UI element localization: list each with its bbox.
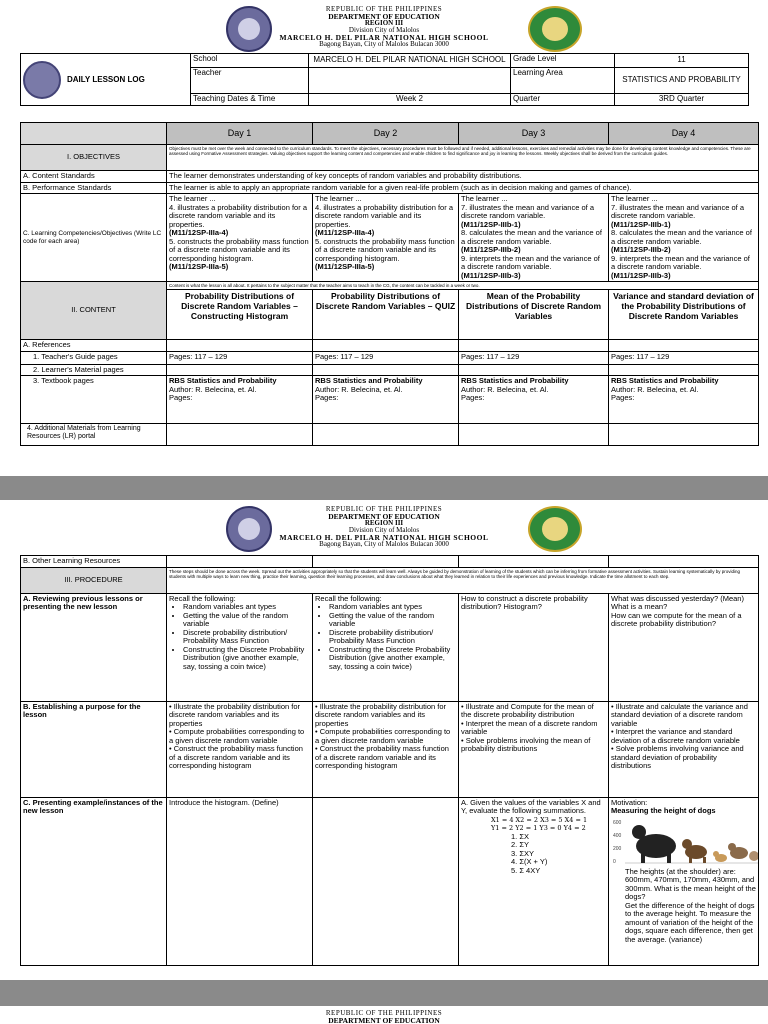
- letterhead-division: Division City of Malolos: [348, 26, 420, 34]
- tb-pages: Pages:: [315, 393, 339, 403]
- lc-day-4: [609, 194, 759, 282]
- tb-day-3: [459, 376, 609, 424]
- letterhead-department: DEPARTMENT OF EDUCATION: [328, 1016, 440, 1024]
- day-4-header: Day 4: [609, 123, 759, 145]
- content-standards: The learner demonstrates understanding of key concepts of random variables and probability distributions.: [167, 171, 759, 183]
- letterhead-republic: REPUBLIC OF THE PHILIPPINES: [325, 5, 443, 13]
- tb-pages: Pages:: [169, 393, 193, 403]
- tb-author: Author: R. Belecina, et. Al.: [315, 384, 403, 394]
- tb-day-1: [167, 376, 313, 424]
- list-item: • Getting the value of the random variable: [183, 612, 310, 629]
- list-item: Get the difference of the height of dogs to the average height. To measure the amount of variation of the height of the dogs, square each difference, then get the average. (variance): [625, 900, 755, 944]
- motivation-title: Measuring the height of dogs: [611, 806, 716, 815]
- objectives-note: Objectives must be met over the week and connected to the curriculum standards. To meet the objectives, necessary procedures must be followed and if needed, additional lessons, exercises and remedial activities may be done for developing content knowledge and competencies. These are assessed using Formative Assessment strategies. Valuing objectives support the learning content and competencies and enable children to find significance and joy in learning the lessons. Weekly objectives shall be derived from the curriculum guides.: [167, 145, 759, 171]
- letterhead-republic: REPUBLIC OF THE PHILIPPINES: [325, 505, 443, 513]
- letterhead: [0, 506, 768, 556]
- references-label: A. References: [21, 340, 167, 352]
- letterhead-department: DEPARTMENT OF EDUCATION: [328, 12, 440, 21]
- tg-pages-day-3: Pages: 117 – 129: [459, 351, 609, 364]
- procedure-label: III. PROCEDURE: [21, 567, 167, 593]
- tb-pages: Pages:: [461, 393, 485, 403]
- day-3-header: Day 3: [459, 123, 609, 145]
- page-3: [0, 1006, 768, 1024]
- quarter-value: 3RD Quarter: [615, 94, 749, 106]
- letterhead-school: MARCELO H. DEL PILAR NATIONAL HIGH SCHOOL: [279, 533, 489, 542]
- dll-title-cell: [21, 54, 191, 106]
- purpose-day-4: [609, 701, 759, 797]
- motivation-heading: Motivation:: [611, 797, 648, 807]
- day-1-header: Day 1: [167, 123, 313, 145]
- lc-day-1: [167, 194, 313, 282]
- review-text: What is a mean?: [611, 602, 668, 611]
- list-item: • Getting the value of the random variable: [329, 612, 456, 629]
- purpose-text: • Construct the probability mass function of a discrete random variable and its corresponding histogram: [169, 744, 303, 770]
- dogs-height-image: [611, 818, 759, 868]
- purpose-text: • Solve problems involving the mean of probability distributions: [461, 735, 591, 753]
- letterhead-department: DEPARTMENT OF EDUCATION: [328, 512, 440, 521]
- summation-item: 5. Σ 4XY: [511, 865, 541, 875]
- lc-text: The learner ...: [611, 194, 658, 203]
- dates-value: Week 2: [309, 94, 511, 106]
- purpose-text: • Compute probabilities corresponding to a given discrete random variable: [315, 727, 451, 745]
- performance-standards: The learner is able to apply an appropriate random variable for a given real-life problem (such as in decision making and games of chance).: [167, 182, 759, 194]
- axis-label: 600: [613, 819, 622, 826]
- list-item: • Constructing the Discrete Probability Distribution (give another example, say, tossing a coin twice): [183, 646, 310, 672]
- quarter-label: Quarter: [511, 94, 615, 106]
- purpose-day-2: [313, 701, 459, 797]
- recall-heading: Recall the following:: [315, 593, 382, 603]
- lc-code: (M11/12SP-IIIb-1): [461, 219, 521, 229]
- lc-text: 5. constructs the probability mass function of a discrete random variable and its corresponding histogram.: [169, 236, 309, 263]
- review-text: How can we compute for the mean of a discrete probability distribution?: [611, 610, 742, 628]
- letterhead-region: REGION III: [364, 19, 404, 27]
- lc-code: (M11/12SP-IIIa-5): [315, 262, 375, 271]
- lesson-table-2: [20, 555, 759, 966]
- lc-code: (M11/12SP-IIIb-2): [461, 245, 521, 254]
- tb-author: Author: R. Belecina, et. Al.: [169, 384, 257, 394]
- tb-title: RBS Statistics and Probability: [461, 376, 569, 386]
- lc-text: 7. illustrates the mean and variance of a discrete random variable.: [611, 202, 744, 220]
- list-item: • Random variables ant types: [329, 603, 456, 612]
- area-label: Learning Area: [511, 68, 615, 94]
- lc-code: (M11/12SP-IIIb-2): [611, 245, 671, 254]
- lc-day-3: [459, 194, 609, 282]
- teacher-label: Teacher: [191, 68, 309, 94]
- summation-item: 2. ΣY: [511, 840, 529, 849]
- review-label: A. Reviewing previous lessons or presenting the new lesson: [21, 593, 167, 701]
- dll-title: DAILY LESSON LOG: [67, 74, 145, 84]
- dates-label: Teaching Dates & Time: [191, 94, 309, 106]
- purpose-text: • Illustrate the probability distribution for discrete random variables and its properties: [169, 701, 301, 728]
- list-item: • Discrete probability distribution/ Probability Mass Function: [183, 629, 310, 646]
- review-day-4: [609, 593, 759, 701]
- other-resources-label: B. Other Learning Resources: [21, 556, 167, 568]
- purpose-label: B. Establishing a purpose for the lesson: [21, 701, 167, 797]
- objectives-label: I. OBJECTIVES: [21, 145, 167, 171]
- tg-label: 1. Teacher's Guide pages: [21, 351, 167, 364]
- summation-item: 3. ΣXY: [511, 848, 534, 858]
- list-item: • Random variables ant types: [183, 603, 310, 612]
- lc-text: 4. illustrates a probability distribution for a discrete random variable and its properties.: [315, 202, 453, 229]
- letterhead-school: MARCELO H. DEL PILAR NATIONAL HIGH SCHOOL: [279, 33, 489, 42]
- lc-text: 9. interprets the mean and the variance of a discrete random variable.: [461, 253, 600, 271]
- letterhead: [0, 1010, 768, 1024]
- lc-code: (M11/12SP-IIIb-3): [611, 270, 671, 280]
- tb-pages: Pages:: [611, 393, 635, 403]
- review-day-1: [167, 593, 313, 701]
- tb-author: Author: R. Belecina, et. Al.: [461, 384, 549, 394]
- lc-text: 9. interprets the mean and the variance of a discrete random variable.: [611, 253, 750, 271]
- performance-standards-label: B. Performance Standards: [21, 182, 167, 194]
- teacher-value: [309, 68, 511, 94]
- purpose-day-3: [459, 701, 609, 797]
- page-2: [0, 500, 768, 980]
- letterhead-address: Bagong Bayan, City of Malolos Bulacan 3000: [319, 540, 449, 548]
- lc-code: (M11/12SP-IIIb-3): [461, 270, 521, 280]
- letterhead-region: REGION III: [364, 519, 404, 527]
- recall-heading: Recall the following:: [169, 593, 236, 603]
- presenting-day-3: [459, 797, 609, 965]
- purpose-text: • Illustrate the probability distribution for discrete random variables and its properties: [315, 701, 447, 728]
- presenting-day-2: [313, 797, 459, 965]
- lc-code: (M11/12SP-IIIa-5): [169, 262, 229, 271]
- presenting-day-1: Introduce the histogram. (Define): [167, 797, 313, 965]
- lc-text: The learner ...: [169, 194, 216, 203]
- content-title-day-1: Probability Distributions of Discrete Random Variables – Constructing Histogram: [167, 290, 313, 340]
- tb-title: RBS Statistics and Probability: [611, 376, 719, 386]
- purpose-day-1: [167, 701, 313, 797]
- tg-pages-day-1: Pages: 117 – 129: [167, 351, 313, 364]
- axis-label: 200: [613, 845, 622, 852]
- purpose-text: • Illustrate and calculate the variance and standard deviation of a discrete random variable: [611, 701, 748, 728]
- lm-label: 2. Learner's Material pages: [21, 364, 167, 376]
- axis-label: 0: [613, 858, 616, 865]
- lc-day-2: [313, 194, 459, 282]
- lc-code: (M11/12SP-IIIa-4): [315, 228, 375, 237]
- grade-label: Grade Level: [511, 54, 615, 68]
- list-item: • Constructing the Discrete Probability Distribution (give another example, say, tossing a coin twice): [329, 646, 456, 672]
- list-item: The heights (at the shoulder) are: 600mm, 470mm, 170mm, 430mm, and 300mm. What is the mean height of the dogs?: [625, 866, 756, 901]
- presenting-label: C. Presenting example/instances of the new lesson: [21, 797, 167, 965]
- lesson-table-1: [20, 122, 759, 446]
- lc-text: 8. calculates the mean and the variance of a discrete random variable.: [461, 228, 602, 246]
- lc-text: The learner ...: [461, 194, 508, 203]
- info-table: [20, 53, 749, 106]
- review-day-2: [313, 593, 459, 701]
- tb-day-2: [313, 376, 459, 424]
- tb-title: RBS Statistics and Probability: [169, 376, 277, 386]
- lc-text: 5. constructs the probability mass function of a discrete random variable and its corresponding histogram.: [315, 236, 455, 263]
- content-standards-label: A. Content Standards: [21, 171, 167, 183]
- lc-text: 7. illustrates the mean and variance of a discrete random variable.: [461, 202, 594, 220]
- content-title-day-4: Variance and standard deviation of the Probability Distributions of Discrete Random Variables: [609, 290, 759, 340]
- summation-item: 4. Σ(X + Y): [511, 857, 548, 866]
- y-values: Y1 = 2 Y2 = 1 Y3 = 0 Y4 = 2: [491, 824, 586, 832]
- tb-title: RBS Statistics and Probability: [315, 376, 423, 386]
- purpose-text: • Interpret the variance and standard deviation of a discrete random variable: [611, 727, 740, 745]
- purpose-text: • Construct the probability mass function of a discrete random variable and its corresponding histogram: [315, 744, 449, 770]
- purpose-text: • Compute probabilities corresponding to a given discrete random variable: [169, 727, 305, 745]
- lc-text: 8. calculates the mean and the variance of a discrete random variable.: [611, 228, 752, 246]
- content-title-day-2: Probability Distributions of Discrete Random Variables – QUIZ: [313, 290, 459, 340]
- summation-intro: A. Given the values of the variables X and Y, evaluate the following summations.: [461, 797, 601, 815]
- purpose-text: • Illustrate and Compute for the mean of the discrete probability distribution: [461, 701, 594, 719]
- school-value: MARCELO H. DEL PILAR NATIONAL HIGH SCHOOL: [309, 54, 511, 68]
- tg-pages-day-4: Pages: 117 – 129: [609, 351, 759, 364]
- deped-logo-icon: [23, 61, 61, 99]
- axis-label: 400: [613, 832, 622, 839]
- letterhead-republic: REPUBLIC OF THE PHILIPPINES: [325, 1009, 443, 1017]
- content-label: II. CONTENT: [21, 282, 167, 340]
- purpose-text: • Solve problems involving variance and standard deviation of probability distributions: [611, 744, 744, 770]
- content-title-day-3: Mean of the Probability Distributions of Discrete Random Variables: [459, 290, 609, 340]
- list-item: • Discrete probability distribution/ Probability Mass Function: [329, 629, 456, 646]
- lc-code: (M11/12SP-IIIa-4): [169, 228, 229, 237]
- letterhead-division: Division City of Malolos: [348, 526, 420, 534]
- lc-code: (M11/12SP-IIIb-1): [611, 219, 671, 229]
- area-value: STATISTICS AND PROBABILITY: [615, 68, 749, 94]
- letterhead-address: Bagong Bayan, City of Malolos Bulacan 3000: [319, 40, 449, 48]
- lc-label: C. Learning Competencies/Objectives (Write LC code for each area): [21, 194, 167, 282]
- tg-pages-day-2: Pages: 117 – 129: [313, 351, 459, 364]
- x-values: X1 = 4 X2 = 2 X3 = 5 X4 = 1: [491, 815, 588, 824]
- day-2-header: Day 2: [313, 123, 459, 145]
- tb-day-4: [609, 376, 759, 424]
- purpose-text: • Interpret the mean of a discrete random variable: [461, 718, 598, 736]
- tb-author: Author: R. Belecina, et. Al.: [611, 384, 699, 394]
- content-note: Content is what the lesson is all about. It pertains to the subject matter that the teacher aims to teach in the CG, the content can be tackled in a week or two.: [167, 282, 759, 290]
- presenting-day-4: [609, 797, 759, 965]
- school-label: School: [191, 54, 309, 68]
- lc-text: The learner ...: [315, 194, 362, 203]
- procedure-note: These steps should be done across the week. Spread out the activities appropriately so that the students will learn well. Always be guided by demonstration of learning of the students which can be inferring from formative assessment activities. Sustain learning systematically by providing students with multiple ways to learn new thing, practice their learning, question their learning processes, and draw conclusions about what they learned in relation to their life experiences and previous knowledge. Indicate the time allotment to each step.: [167, 567, 759, 593]
- tb-label: 3. Textbook pages: [21, 376, 167, 424]
- page-1: [0, 0, 768, 476]
- letterhead: [0, 6, 768, 56]
- grade-value: 11: [615, 54, 749, 68]
- review-day-3: How to construct a discrete probability distribution? Histogram?: [459, 593, 609, 701]
- summation-item: 1. ΣX: [511, 831, 529, 841]
- review-text: What was discussed yesterday? (Mean): [611, 593, 744, 603]
- additional-materials-label: 4. Additional Materials from Learning Resources (LR) portal: [21, 424, 167, 446]
- lc-text: 4. illustrates a probability distribution for a discrete random variable and its properties.: [169, 202, 307, 229]
